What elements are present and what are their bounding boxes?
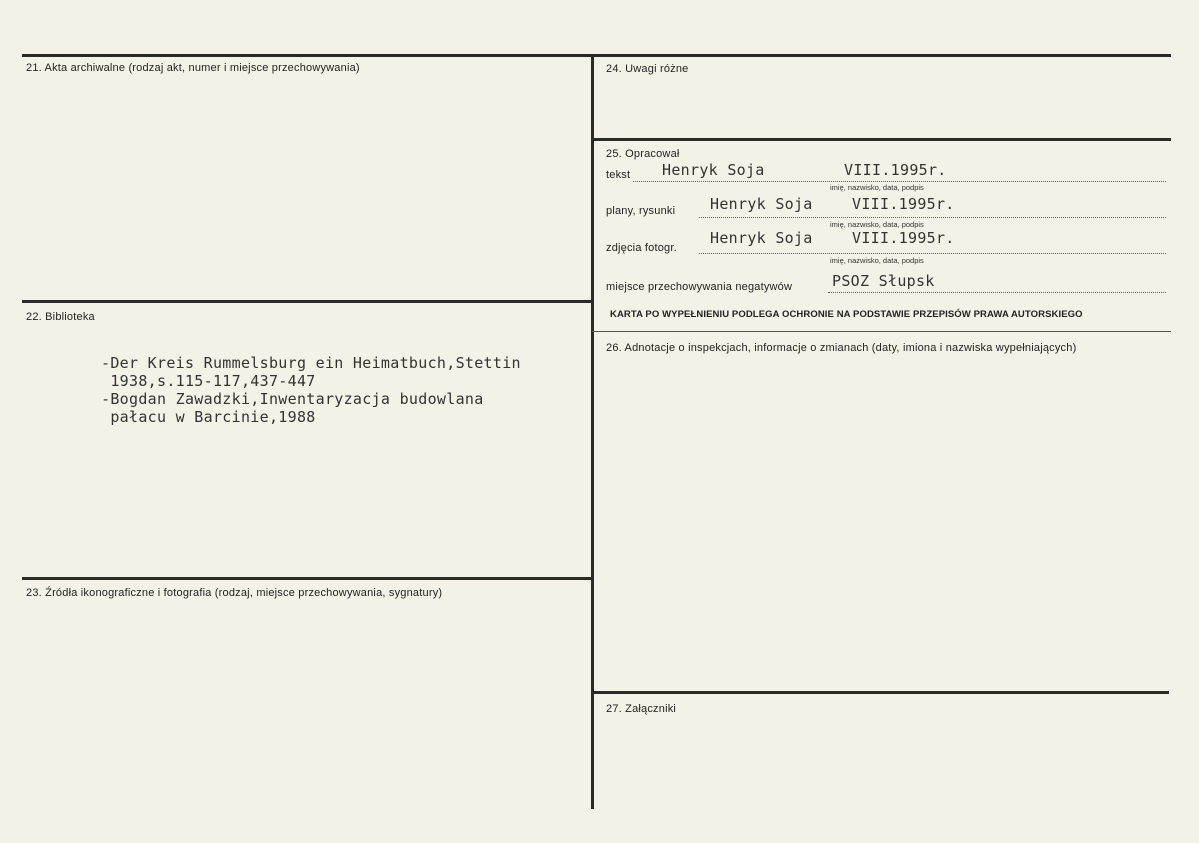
author-name: Henryk Soja (662, 161, 765, 179)
negatives-label: miejsce przechowywania negatywów (606, 281, 793, 293)
top-rule (22, 54, 1171, 57)
section-24-label: 24. Uwagi różne (606, 63, 689, 75)
copyright-notice: KARTA PO WYPEŁNIENIU PODLEGA OCHRONIE NA PODSTAWIE PRZEPISÓW PRAWA AUTORSKIEGO (610, 309, 1083, 320)
author-name: Henryk Soja (710, 229, 813, 247)
rule-26-27 (592, 691, 1169, 694)
rule-25-26 (592, 331, 1171, 332)
signature-line (699, 217, 1166, 218)
field-label-photos: zdjęcia fotogr. (606, 242, 677, 254)
bibliography-line: pałacu w Barcinie,1988 (101, 408, 316, 426)
bibliography-line: -Bogdan Zawadzki,Inwentaryzacja budowlana (101, 390, 484, 408)
signature-line (699, 253, 1166, 254)
section-22-label: 22. Biblioteka (26, 311, 95, 323)
author-date: VIII.1995r. (844, 161, 947, 179)
field-label-text: tekst (606, 169, 631, 181)
field-label-plans: plany, rysunki (606, 205, 676, 217)
rule-22-23 (22, 577, 592, 580)
section-21-label: 21. Akta archiwalne (rodzaj akt, numer i miejsce przechowywania) (26, 62, 360, 74)
author-date: VIII.1995r. (852, 229, 955, 247)
field-hint: imię, nazwisko, data, podpis (830, 256, 924, 265)
signature-line (828, 292, 1166, 293)
section-26-label: 26. Adnotacje o inspekcjach, informacje o zmianach (daty, imiona i nazwiska wypełniających) (606, 342, 1077, 354)
signature-line (633, 181, 1166, 182)
rule-21-22 (22, 300, 592, 303)
field-hint: imię, nazwisko, data, podpis (830, 183, 924, 192)
author-date: VIII.1995r. (852, 195, 955, 213)
bibliography-line: -Der Kreis Rummelsburg ein Heimatbuch,Stettin (101, 354, 521, 372)
center-divider (591, 54, 594, 809)
field-hint: imię, nazwisko, data, podpis (830, 220, 924, 229)
section-25-label: 25. Opracował (606, 148, 680, 160)
section-23-label: 23. Źródła ikonograficzne i fotografia (rodzaj, miejsce przechowywania, sygnatury) (26, 587, 443, 599)
section-27-label: 27. Załączniki (606, 703, 677, 715)
bibliography-line: 1938,s.115-117,437-447 (101, 372, 316, 390)
rule-24-25 (592, 138, 1171, 141)
author-name: Henryk Soja (710, 195, 813, 213)
negatives-location: PSOZ Słupsk (832, 272, 935, 290)
